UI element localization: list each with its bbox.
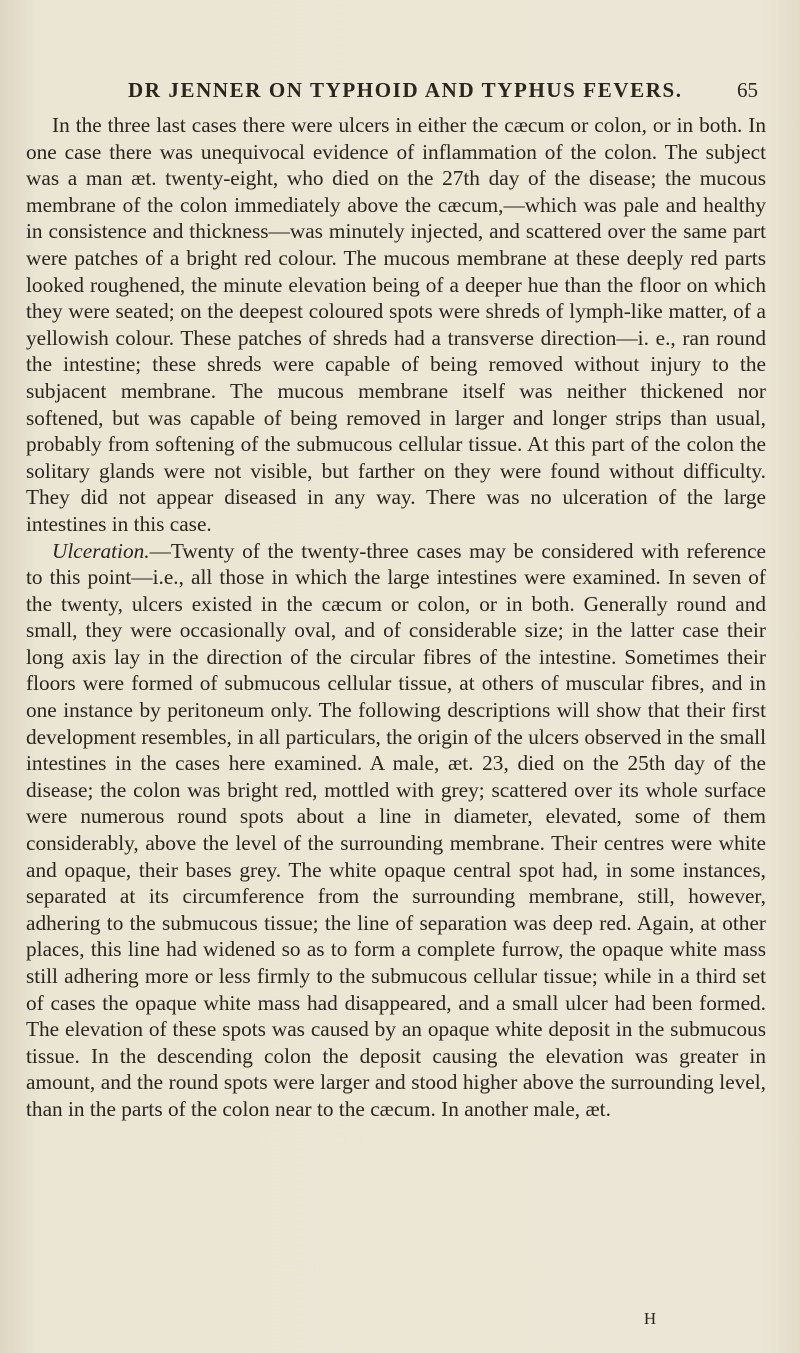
paragraph-colon-inflammation: In the three last cases there were ulcers in either the cæcum or colon, or in both. In one case there was unequivocal evidence of inflammation of the colon. The subject was a man æt. twenty-eight, who died on the 27th day of the disease; the mucous membrane of the colon immediately above the cæcum,—which was pale and healthy in consistence and thickness—was minutely injected, and scattered over the same part were patches of a bright red colour. The mucous membrane at these deeply red parts looked roughened, the minute elevation being of a deeper hue than the floor on which they were seated; on the deepest coloured spots were shreds of lymph-like matter, of a yellowish colour. These patches of shreds had a transverse direction—i. e., ran round the intestine; these shreds were capable of being removed without injury to the subjacent membrane. The mucous membrane itself was neither thickened nor softened, but was capable of being removed in larger and longer strips than usual, probably from softening of the submucous cellular tissue. At this part of the colon the solitary glands were not visible, but farther on they were found without difficulty. They did not appear diseased in any way. There was no ulceration of the large intestines in this case. [26,113,766,536]
paragraph-ulceration [26,538,766,1123]
signature-mark: H [643,1309,657,1328]
ulceration-heading: Ulceration. [52,538,150,563]
ulceration-text: —Twenty of the twenty-three cases may be considered with reference to this point—i.e., all those in which the large intestines were examined. In seven of the twenty, ulcers existed in the cæcum or colon, or in both. Generally round and small, they were occasionally oval, and of considerable size; in the latter case their long axis lay in the direction of the circular fibres of the intestine. Sometimes their floors were formed of submucous cellular tissue, at others of muscular fibres, and in one instance by peritoneum only. The following descriptions will show that their first development resembles, in all particulars, the origin of the ulcers observed in the small intestines in the cases here examined. A male, æt. 23, died on the 25th day of the disease; the colon was bright red, mottled with grey; scattered over its whole surface were numerous round spots about a line in diameter, elevated, some of them considerably, above the level of the surrounding membrane. Their centres were white and opaque, their bases grey. The white opaque central spot had, in some instances, separated at its circumference from the surrounding membrane, still, however, adhering to the submucous tissue; the line of separation was deep red. Again, at other places, this line had widened so as to form a complete furrow, the opaque white mass still adhering more or less firmly to the submucous cellular tissue; while in a third set of cases the opaque white mass had disappeared, and a small ulcer had been formed. The elevation of these spots was caused by an opaque white deposit in the submucous tissue. In the descending colon the deposit causing the elevation was greater in amount, and the round spots were larger and stood higher above the surrounding level, than in the parts of the colon near to the cæcum. In another male, æt. [26,538,766,1121]
running-title: DR JENNER ON TYPHOID AND TYPHUS FEVERS. [128,78,683,102]
page-header [40,48,760,102]
page-number: 65 [737,78,758,102]
body-text [26,112,766,1123]
